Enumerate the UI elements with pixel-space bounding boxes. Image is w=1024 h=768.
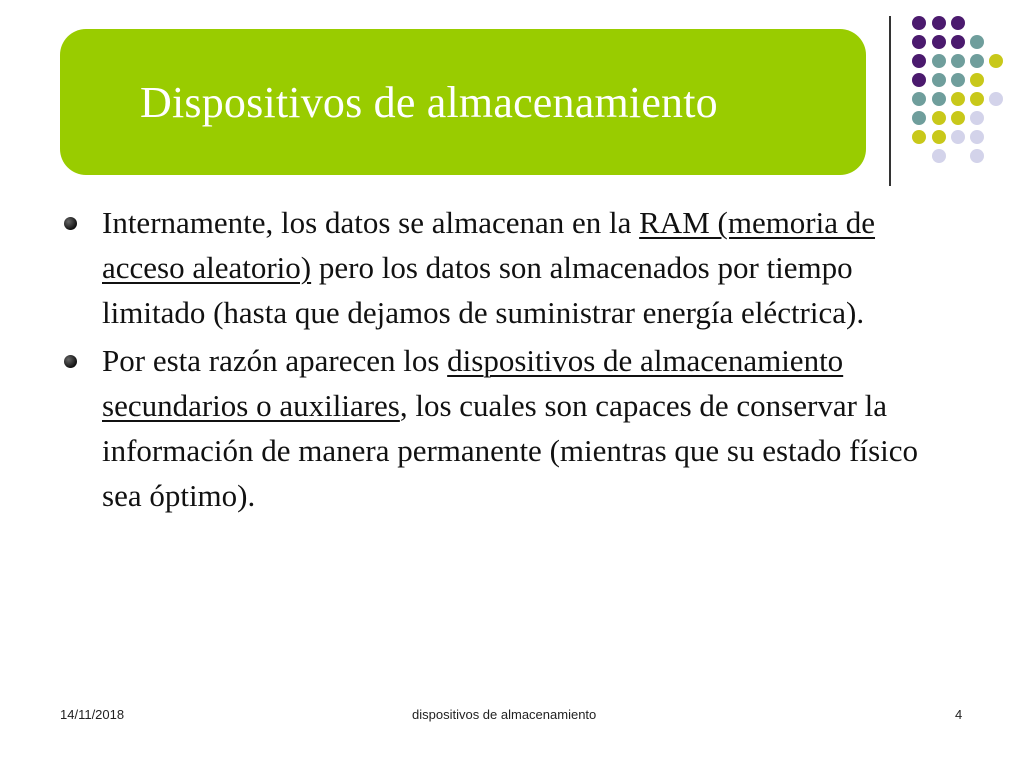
deco-dot [951,130,965,144]
deco-dot [912,35,926,49]
deco-dot [932,16,946,30]
title-banner [60,29,866,175]
deco-dot [932,35,946,49]
deco-dot [912,130,926,144]
bullet-dot-icon [64,217,77,230]
deco-dot [932,149,946,163]
footer-date: 14/11/2018 [60,707,125,722]
deco-dot [951,111,965,125]
bullet-text-1c: pero los datos son almacenados por tiempo limitado (hasta que dejamos de suministrar energía eléctrica). [102,250,865,330]
deco-dot [912,54,926,68]
slide-title: Dispositivos de almacenamiento [140,77,718,127]
deco-dot [932,111,946,125]
bullet-text-2c: , los cuales son capaces de conservar la información de manera permanente (mientras que su estado físico sea óptimo). [102,388,919,513]
deco-dot [912,92,926,106]
bullet-list [62,200,962,521]
deco-dot [912,111,926,125]
deco-dot [970,149,984,163]
bullet-text-2a: Por esta razón aparecen los [102,343,448,378]
deco-dot [989,54,1003,68]
deco-dot [951,54,965,68]
bullet-dot-icon [64,355,77,368]
deco-dot [970,54,984,68]
deco-dot [951,16,965,30]
deco-dot [970,111,984,125]
bullet-item [62,338,962,518]
deco-dot [932,92,946,106]
decorative-divider-line [889,16,891,186]
footer-page-number: 4 [955,707,963,722]
deco-dot [970,130,984,144]
deco-dot [970,73,984,87]
bullet-item [62,200,962,335]
deco-dot [951,92,965,106]
deco-dot [951,35,965,49]
deco-dot [932,130,946,144]
deco-dot [951,73,965,87]
underlined-term-ram: RAM (memoria de acceso aleatorio) [102,205,876,285]
deco-dot [932,73,946,87]
footer-center-text: dispositivos de almacenamiento [412,707,597,722]
bullet-text-1a: Internamente, los datos se almacenan en la [102,205,640,240]
deco-dot [912,16,926,30]
deco-dot [970,35,984,49]
deco-dot [932,54,946,68]
deco-dot [989,92,1003,106]
deco-dot [912,73,926,87]
deco-dot [970,92,984,106]
underlined-term-secondary-storage: dispositivos de almacenamiento secundarios o auxiliares [102,343,844,423]
